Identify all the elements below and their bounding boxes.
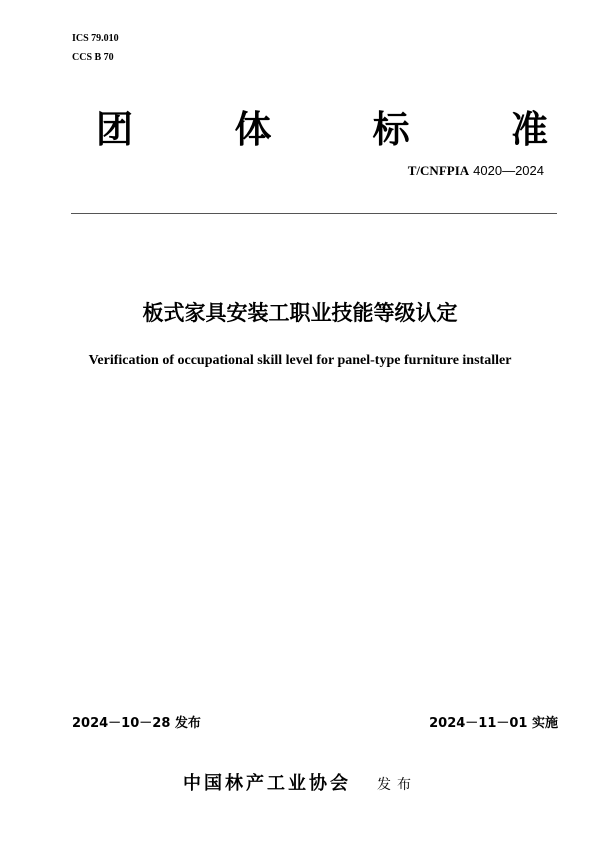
ics-code: ICS 79.010 bbox=[72, 33, 119, 44]
standard-type-char: 准 bbox=[510, 108, 548, 151]
standard-type-heading bbox=[96, 100, 548, 160]
release-date: 2024－10－28 发布 bbox=[72, 716, 201, 731]
standard-type-char: 体 bbox=[234, 108, 272, 151]
classification-codes bbox=[72, 29, 119, 67]
organization-name: 中国林产工业协会 bbox=[183, 773, 351, 794]
chinese-title: 板式家具安装工职业技能等级认定 bbox=[142, 301, 458, 325]
header-divider bbox=[71, 213, 557, 214]
english-title: Verification of occupational skill level for panel-type furniture installer bbox=[88, 353, 512, 368]
standard-type-char: 标 bbox=[372, 108, 410, 151]
standard-number bbox=[408, 161, 544, 181]
standard-number-value: 4020—2024 bbox=[473, 163, 544, 178]
standard-number-prefix: T/CNFPIA bbox=[407, 163, 470, 178]
issuing-organization bbox=[0, 769, 600, 795]
publish-label: 发布 bbox=[377, 777, 417, 793]
implementation-date: 2024－11－01 实施 bbox=[429, 716, 558, 731]
ccs-code: CCS B 70 bbox=[72, 52, 114, 63]
standard-type-char: 团 bbox=[96, 108, 133, 151]
